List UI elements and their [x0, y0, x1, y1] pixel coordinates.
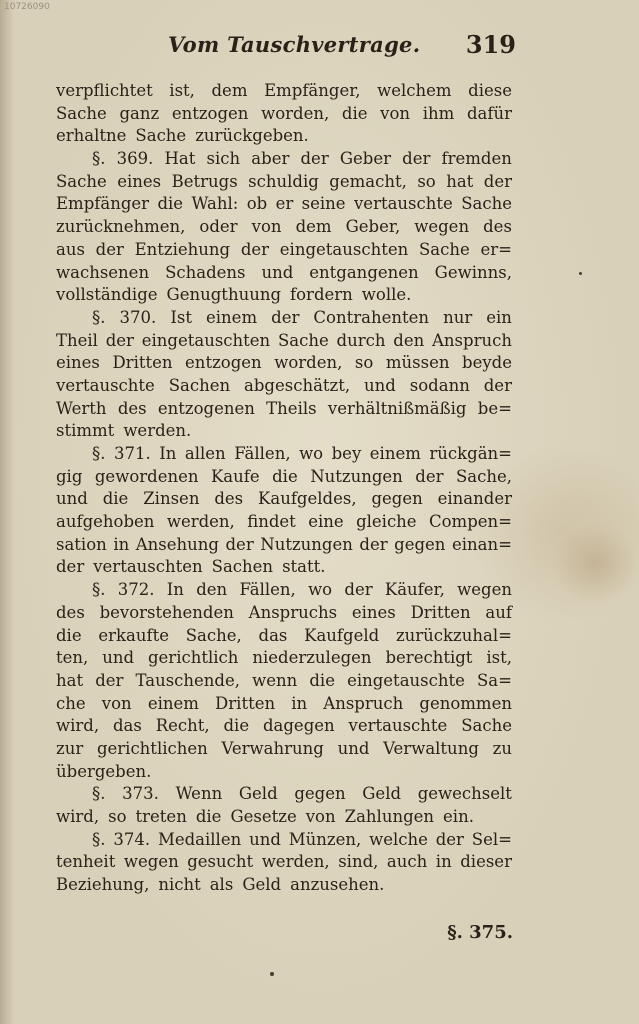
text-line: Theil der eingetauschten Sache durch den Anspruch	[56, 330, 512, 350]
page-header	[56, 32, 516, 64]
text-line: vollständige Genugthuung fordern wolle.	[56, 285, 412, 305]
text-line: Sache ganz entzogen worden, die von ihm dafür	[56, 103, 512, 123]
text-line: aufgehoben werden, findet eine gleiche Compen=	[56, 512, 512, 532]
text-line: hat der Tauschende, wenn die eingetauschte Sa=	[56, 670, 512, 690]
text-line: verpflichtet ist, dem Empfänger, welchem diese	[56, 81, 512, 100]
running-title: Vom Tauschvertrage.	[168, 32, 421, 57]
text-line: erhaltne Sache zurückgeben.	[56, 126, 309, 146]
text-line: gig gewordenen Kaufe die Nutzungen der Sache,	[56, 466, 512, 486]
text-line: sation in Ansehung der Nutzungen der gegen einan=	[56, 534, 512, 554]
text-line: §. 370. Ist einem der Contrahenten nur ein	[92, 307, 512, 327]
text-line: Sache eines Betrugs schuldig gemacht, so hat der	[56, 171, 512, 191]
page-number: 319	[465, 30, 516, 59]
text-line: stimmt werden.	[56, 421, 192, 441]
text-line: eines Dritten entzogen worden, so müssen beyde	[56, 353, 512, 373]
text-line: vertauschte Sachen abgeschätzt, und sodann der	[56, 375, 512, 395]
corner-mark: 10726090	[4, 2, 50, 12]
text-line: übergeben.	[56, 761, 152, 781]
text-line: zur gerichtlichen Verwahrung und Verwaltung zu	[56, 738, 512, 758]
body-text	[56, 80, 512, 897]
page-gutter-shadow	[0, 0, 14, 1024]
text-line: §. 374. Medaillen und Münzen, welche der Sel=	[92, 829, 512, 849]
text-line: §. 372. In den Fällen, wo der Käufer, wegen	[92, 580, 512, 600]
text-line: die erkaufte Sache, das Kaufgeld zurückzuhal=	[56, 625, 512, 645]
text-line: wird, so treten die Gesetze von Zahlungen ein.	[56, 807, 474, 826]
ink-speck	[579, 272, 582, 275]
text-line: ten, und gerichtlich niederzulegen berechtigt ist,	[56, 648, 512, 668]
text-line: wachsenen Schadens und entgangenen Gewinns,	[56, 262, 512, 282]
text-line: che von einem Dritten in Anspruch genommen	[56, 693, 512, 713]
text-line: §. 371. In allen Fällen, wo bey einem rückgän=	[92, 444, 512, 463]
text-line: wird, das Recht, die dagegen vertauschte Sache	[56, 716, 512, 736]
text-line: Werth des entzogenen Theils verhältnißmäßig be=	[56, 398, 512, 418]
ink-speck	[270, 972, 274, 976]
text-line: §. 373. Wenn Geld gegen Geld gewechselt	[92, 784, 512, 804]
text-line: aus der Entziehung der eingetauschten Sache er=	[56, 239, 512, 259]
text-line: des bevorstehenden Anspruchs eines Dritten auf	[56, 602, 512, 622]
text-line: und die Zinsen des Kaufgeldes, gegen einander	[56, 489, 512, 509]
text-line: der vertauschten Sachen statt.	[56, 557, 326, 577]
text-line: zurücknehmen, oder von dem Geber, wegen des	[56, 217, 512, 237]
text-line: Empfänger die Wahl: ob er seine vertauschte Sache	[56, 194, 512, 214]
text-line: tenheit wegen gesucht werden, sind, auch in dieser	[56, 852, 512, 872]
catchword: §. 375.	[447, 922, 513, 943]
text-line: §. 369. Hat sich aber der Geber der fremden	[92, 149, 512, 169]
text-line: Beziehung, nicht als Geld anzusehen.	[56, 875, 385, 895]
